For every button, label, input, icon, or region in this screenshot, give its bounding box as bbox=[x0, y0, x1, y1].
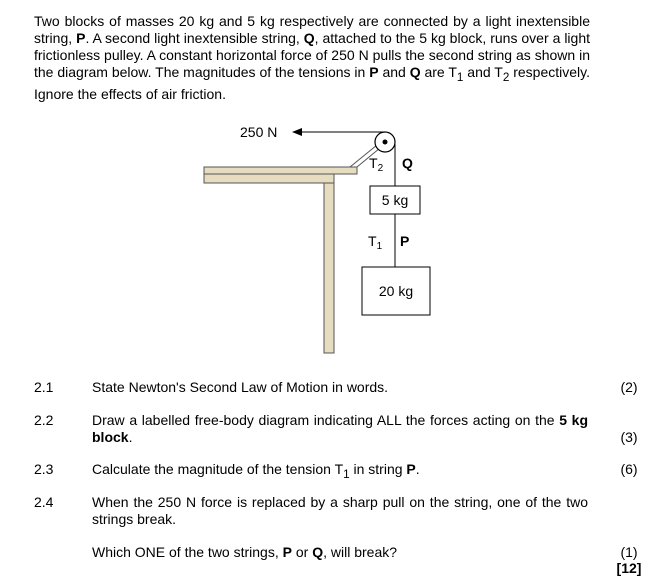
question-text: When the 250 N force is replaced by a sharp pull on the string, one of the two strings break. bbox=[92, 494, 588, 527]
force-label: 250 N bbox=[240, 124, 278, 140]
question-marks: (1) bbox=[620, 544, 638, 560]
subscript: 1 bbox=[456, 70, 464, 84]
total-marks: [12] bbox=[616, 560, 642, 576]
table-surface bbox=[204, 174, 334, 183]
intro-text: are T bbox=[420, 64, 457, 80]
question-text: Calculate the magnitude of the tension $T_1$ in string P. bbox=[92, 461, 420, 481]
subscript: 2 bbox=[502, 70, 510, 84]
intro-text: and bbox=[378, 64, 410, 80]
block-5kg-label: 5 kg bbox=[381, 192, 409, 208]
question-number: 2.1 bbox=[34, 379, 54, 395]
intro-text: and T bbox=[463, 64, 503, 80]
arrow-left-icon bbox=[292, 128, 302, 136]
question-marks: (6) bbox=[620, 461, 638, 477]
intro-text: Two blocks of masses 20 kg and 5 kg respectively are connected by a light inextensible string, bbox=[34, 13, 590, 46]
question-number: 2.2 bbox=[34, 412, 54, 428]
pulley-axle bbox=[383, 140, 388, 145]
intro-text: respectively. Ignore the effects of air friction. bbox=[34, 64, 591, 102]
q-label: Q bbox=[402, 155, 413, 171]
table-top bbox=[204, 167, 357, 174]
table-leg bbox=[324, 183, 334, 353]
question-text: State Newton's Second Law of Motion in words. bbox=[92, 379, 389, 395]
question-marks: (3) bbox=[620, 429, 638, 445]
t2-label: $T_2$ bbox=[369, 155, 384, 174]
question-text: Draw a labelled free-body diagram indicating ALL the forces acting on the 5 kg block. bbox=[92, 412, 588, 445]
intro-text: , attached to the 5 kg block, runs over a light frictionless pulley. A constant horizontal force of 250 N pulls the second string as shown in the diagram below. The magnitudes of the tensions in bbox=[34, 30, 591, 80]
string-q-ref: Q bbox=[409, 64, 421, 80]
string-p-ref: P bbox=[76, 30, 86, 46]
string-p-ref: P bbox=[369, 64, 379, 80]
t1-label: $T_1$ bbox=[368, 233, 383, 252]
question-followup: Which ONE of the two strings, P or Q, will break? bbox=[92, 544, 398, 560]
question-number: 2.4 bbox=[34, 494, 54, 510]
intro-text: . A second light inextensible string, bbox=[85, 30, 304, 46]
string-q-ref: Q bbox=[303, 30, 315, 46]
p-label: P bbox=[400, 233, 410, 249]
question-number: 2.3 bbox=[34, 461, 54, 477]
block-20kg-label: 20 kg bbox=[378, 283, 414, 299]
question-marks: (2) bbox=[620, 379, 638, 395]
